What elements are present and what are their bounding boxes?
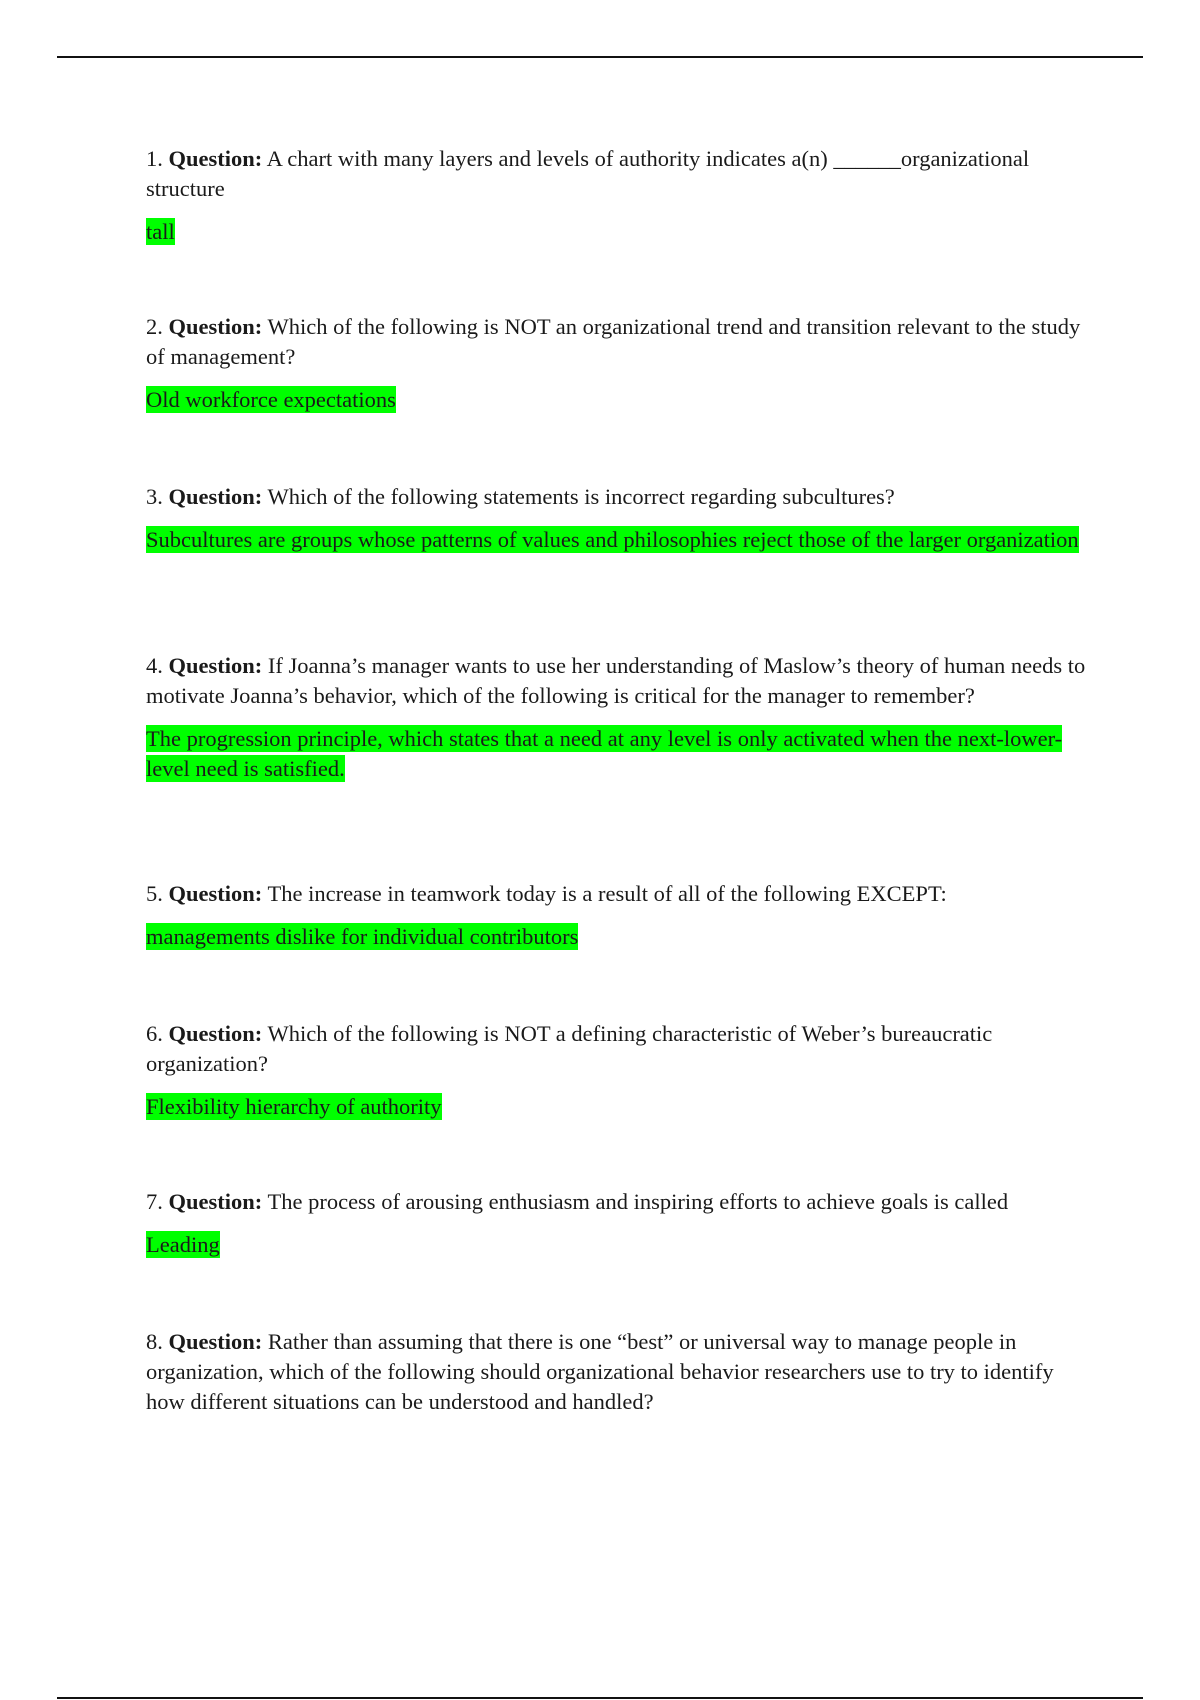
top-rule [57,56,1143,58]
question-number: 7. [146,1189,163,1214]
question-label: Question: [168,484,263,509]
question-label: Question: [168,881,263,906]
question-body: Which of the following statements is incorrect regarding subcultures? [267,484,895,509]
question-number: 4. [146,653,163,678]
question-label: Question: [168,1329,263,1354]
answer-text: Old workforce expectations [146,387,396,412]
question-label: Question: [168,314,263,339]
bottom-rule [57,1697,1143,1699]
question-number: 1. [146,146,163,171]
question-body: A chart with many layers and levels of authority indicates a(n) ______organizational structure [146,146,1030,201]
question-text [146,1187,1086,1217]
question-number: 5. [146,881,163,906]
question-body: The process of arousing enthusiasm and inspiring efforts to achieve goals is called [267,1189,1009,1214]
question-text [146,1019,1086,1079]
question-text [146,482,1086,512]
question-text [146,879,1086,909]
question-label: Question: [168,653,263,678]
question-item-4 [146,651,1086,784]
question-number: 8. [146,1329,163,1354]
question-item-8 [146,1327,1086,1417]
answer-text: Leading [146,1232,220,1257]
answer-highlight [146,385,1086,415]
question-text [146,144,1086,204]
question-text [146,312,1086,372]
question-number: 6. [146,1021,163,1046]
question-body: The increase in teamwork today is a result of all of the following EXCEPT: [267,881,947,906]
question-item-3 [146,482,1086,555]
answer-highlight [146,525,1086,555]
question-item-7 [146,1187,1086,1260]
question-label: Question: [168,1189,263,1214]
answer-text: The progression principle, which states that a need at any level is only activated when the next-lower-level need is satisfied. [146,726,1063,781]
answer-highlight [146,922,1086,952]
question-item-6 [146,1019,1086,1122]
answer-text: Flexibility hierarchy of authority [146,1094,442,1119]
question-label: Question: [168,146,263,171]
question-item-5 [146,879,1086,952]
question-number: 2. [146,314,163,339]
question-item-1 [146,144,1086,247]
answer-text: managements dislike for individual contributors [146,924,579,949]
question-body: If Joanna’s manager wants to use her understanding of Maslow’s theory of human needs to motivate Joanna’s behavior, which of the following is critical for the manager to remember? [146,653,1086,708]
question-number: 3. [146,484,163,509]
question-body: Which of the following is NOT a defining characteristic of Weber’s bureaucratic organization? [146,1021,993,1076]
question-text [146,651,1086,711]
answer-highlight [146,724,1086,784]
question-text [146,1327,1086,1417]
question-body: Which of the following is NOT an organizational trend and transition relevant to the study of management? [146,314,1081,369]
question-item-2 [146,312,1086,415]
answer-highlight [146,217,1086,247]
answer-highlight [146,1230,1086,1260]
answer-text: Subcultures are groups whose patterns of values and philosophies reject those of the larger organization [146,527,1079,552]
answer-text: tall [146,219,175,244]
question-label: Question: [168,1021,263,1046]
answer-highlight [146,1092,1086,1122]
question-body: Rather than assuming that there is one “best” or universal way to manage people in organization, which of the following should organizational behavior researchers use to try to identify how different situations can be understood and handled? [146,1329,1054,1414]
